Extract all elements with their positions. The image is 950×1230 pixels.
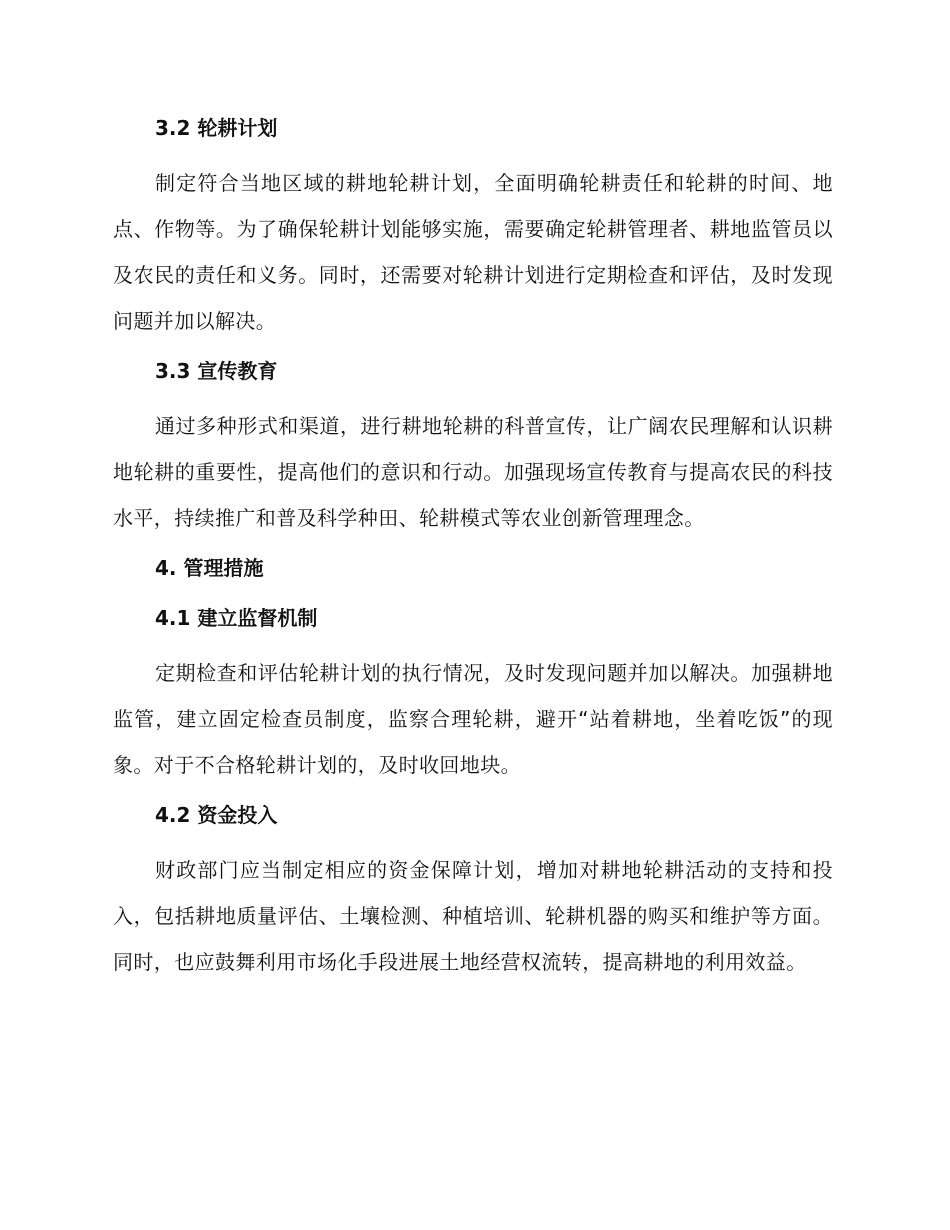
- section-heading-4-1: 4.1 建立监督机制: [155, 606, 318, 630]
- document-body: [113, 110, 833, 994]
- section-paragraph-4-1: 定期检查和评估轮耕计划的执行情况，及时发现问题并加以解决。加强耕地监管，建立固定检查员制度，监察合理轮耕，避开“站着耕地，坐着吃饭”的现象。对于不合格轮耕计划的，及时收回地块。: [113, 661, 833, 777]
- section-paragraph-3-2: 制定符合当地区域的耕地轮耕计划，全面明确轮耕责任和轮耕的时间、地点、作物等。为了确保轮耕计划能够实施，需要确定轮耕管理者、耕地监管员以及农民的责任和义务。同时，还需要对轮耕计划进行定期检查和评估，及时发现问题并加以解决。: [113, 171, 833, 333]
- section-heading-4: 4. 管理措施: [155, 556, 264, 580]
- section-paragraph-3-3: 通过多种形式和渠道，进行耕地轮耕的科普宣传，让广阔农民理解和认识耕地轮耕的重要性，提高他们的意识和行动。加强现场宣传教育与提高农民的科技水平，持续推广和普及科学种田、轮耕模式等农业创新管理理念。: [113, 414, 833, 530]
- section-paragraph-4-2: 财政部门应当制定相应的资金保障计划，增加对耕地轮耕活动的支持和投入，包括耕地质量评估、土壤检测、种植培训、轮耕机器的购买和维护等方面。同时，也应鼓舞利用市场化手段进展土地经营权流转，提高耕地的利用效益。: [113, 858, 833, 974]
- section-heading-3-3: 3.3 宣传教育: [155, 359, 278, 383]
- section-heading-4-2: 4.2 资金投入: [155, 803, 278, 827]
- section-heading-3-2: 3.2 轮耕计划: [155, 116, 278, 140]
